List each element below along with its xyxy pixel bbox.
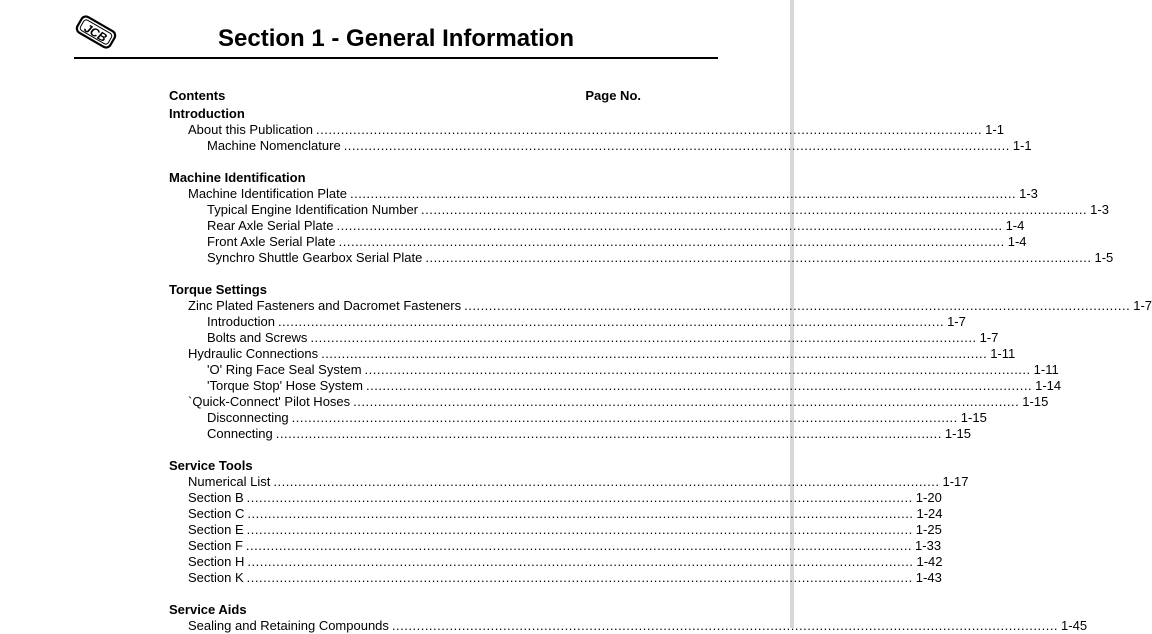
toc-entry-page: 1-11: [1033, 362, 1059, 377]
toc-entry-title: Section E: [188, 522, 244, 537]
toc-entry[interactable]: [169, 522, 942, 538]
toc-entry-title: Numerical List: [188, 474, 271, 489]
toc-entry-page: 1-25: [915, 522, 942, 537]
toc-entry-page: 1-20: [915, 490, 942, 505]
toc-entry-title: `Quick-Connect' Pilot Hoses: [188, 394, 351, 409]
toc-entry[interactable]: [169, 362, 1059, 378]
toc-entry-title: 'O' Ring Face Seal System: [207, 362, 362, 377]
toc-entry[interactable]: [169, 618, 1088, 634]
toc-entry[interactable]: [169, 314, 966, 330]
toc-entry-page: 1-7: [1133, 298, 1152, 313]
toc-entry[interactable]: [169, 426, 971, 442]
toc-entry[interactable]: [169, 202, 1109, 218]
toc-section-heading-text: Introduction: [169, 106, 245, 121]
toc-entry[interactable]: [169, 138, 1032, 154]
dot-leader: ..................................................................................................................................................................: [353, 394, 1020, 409]
contents-header: [169, 88, 643, 104]
toc-entry-title: Section C: [188, 506, 245, 521]
toc-entry-title: Front Axle Serial Plate: [207, 234, 336, 249]
toc-entry-page: 1-17: [942, 474, 969, 489]
dot-leader: ..................................................................................................................................................................: [365, 378, 1033, 393]
page-title-text: Section 1 - General Information: [218, 25, 575, 52]
toc-section-heading: [169, 282, 643, 298]
dot-leader: ..................................................................................................................................................................: [245, 538, 913, 553]
toc-entry[interactable]: [169, 346, 1016, 362]
svg-text:JCB: JCB: [81, 20, 110, 45]
toc-entry-page: 1-45: [1061, 618, 1088, 633]
dot-leader: ..................................................................................................................................................................: [364, 362, 1031, 377]
jcb-logo: [74, 14, 118, 50]
toc-entry-title: Typical Engine Identification Number: [207, 202, 419, 217]
toc-entry-title: Rear Axle Serial Plate: [207, 218, 334, 233]
toc-entry-page: 1-43: [915, 570, 942, 585]
toc-entry-title: Machine Nomenclature: [207, 138, 341, 153]
toc-entry-page: 1-14: [1035, 378, 1062, 393]
toc-entry-page: 1-1: [1012, 138, 1032, 153]
toc-entry-page: 1-15: [944, 426, 971, 441]
toc-entry[interactable]: [169, 234, 1027, 250]
dot-leader: ..................................................................................................................................................................: [273, 474, 940, 489]
toc-section-heading-text: Machine Identification: [169, 170, 306, 185]
toc-entry-page: 1-11: [990, 346, 1016, 361]
dot-leader: ..................................................................................................................................................................: [464, 298, 1131, 313]
toc-section-heading-text: Service Aids: [169, 602, 247, 617]
title-rule: [74, 57, 718, 59]
toc-section-heading: [169, 170, 643, 186]
toc-section-heading: [169, 458, 643, 474]
toc-entry-title: Section K: [188, 570, 244, 585]
toc-entry[interactable]: [169, 394, 1049, 410]
toc-entry-page: 1-42: [916, 554, 943, 569]
toc-entry-title: Hydraulic Connections: [188, 346, 319, 361]
toc-entry-title: Sealing and Retaining Compounds: [188, 618, 389, 633]
dot-leader: ..................................................................................................................................................................: [391, 618, 1059, 633]
dot-leader: ..................................................................................................................................................................: [275, 426, 942, 441]
toc-entry[interactable]: [169, 186, 1038, 202]
dot-leader: ..................................................................................................................................................................: [247, 506, 914, 521]
dot-leader: ..................................................................................................................................................................: [277, 314, 945, 329]
toc-entry[interactable]: [169, 218, 1025, 234]
toc-entry[interactable]: [169, 490, 942, 506]
toc-entry[interactable]: [169, 506, 943, 522]
toc-entry[interactable]: [169, 122, 1004, 138]
dot-leader: ..................................................................................................................................................................: [310, 330, 977, 345]
toc-entry[interactable]: [169, 410, 987, 426]
toc-entry-title: Bolts and Screws: [207, 330, 308, 345]
contents-label: Contents: [169, 88, 226, 103]
toc-entry[interactable]: [169, 378, 1062, 394]
dot-leader: ..................................................................................................................................................................: [246, 490, 913, 505]
section-gap: [169, 442, 643, 458]
dot-leader: ..................................................................................................................................................................: [349, 186, 1017, 201]
toc-entry-page: 1-5: [1094, 250, 1114, 265]
toc-entry[interactable]: [169, 570, 942, 586]
toc-entry-title: Disconnecting: [207, 410, 289, 425]
toc-entry[interactable]: [169, 474, 969, 490]
toc-entry-title: Section H: [188, 554, 245, 569]
toc-entry[interactable]: [169, 250, 1114, 266]
toc-section-heading-text: Torque Settings: [169, 282, 267, 297]
toc-entry-title: Introduction: [207, 314, 275, 329]
toc-entry-page: 1-7: [947, 314, 966, 329]
dot-leader: ..................................................................................................................................................................: [425, 250, 1092, 265]
dot-leader: ..................................................................................................................................................................: [316, 122, 983, 137]
toc-entry-title: Connecting: [207, 426, 273, 441]
dot-leader: ..................................................................................................................................................................: [321, 346, 988, 361]
page-no-label: Page No.: [585, 88, 641, 103]
toc-entry[interactable]: [169, 554, 943, 570]
toc-entry[interactable]: [169, 538, 942, 554]
toc-entry-page: 1-7: [979, 330, 999, 345]
toc-entry-page: 1-3: [1019, 186, 1038, 201]
section-gap: [169, 586, 643, 602]
dot-leader: ..................................................................................................................................................................: [336, 218, 1003, 233]
dot-leader: ..................................................................................................................................................................: [291, 410, 958, 425]
toc-entry-page: 1-4: [1005, 218, 1025, 233]
toc-entry-page: 1-15: [960, 410, 987, 425]
toc-entry-title: Synchro Shuttle Gearbox Serial Plate: [207, 250, 423, 265]
toc-entry-title: 'Torque Stop' Hose System: [207, 378, 363, 393]
dot-leader: ..................................................................................................................................................................: [246, 522, 913, 537]
toc-entry-title: Section F: [188, 538, 243, 553]
section-gap: [169, 266, 643, 282]
toc-entry[interactable]: [169, 298, 1152, 314]
toc-entry-title: About this Publication: [188, 122, 314, 137]
dot-leader: ..................................................................................................................................................................: [338, 234, 1005, 249]
dot-leader: ..................................................................................................................................................................: [247, 554, 914, 569]
toc-entry-title: Machine Identification Plate: [188, 186, 347, 201]
toc-entry-title: Zinc Plated Fasteners and Dacromet Fasteners: [188, 298, 462, 313]
toc-entry-page: 1-24: [916, 506, 943, 521]
toc-section-heading: [169, 602, 643, 618]
dot-leader: ..................................................................................................................................................................: [343, 138, 1010, 153]
dot-leader: ..................................................................................................................................................................: [421, 202, 1088, 217]
toc-entry-page: 1-15: [1022, 394, 1049, 409]
toc-entry[interactable]: [169, 330, 999, 346]
toc-entry-title: Section B: [188, 490, 244, 505]
toc-entry-page: 1-1: [985, 122, 1004, 137]
toc-entry-page: 1-4: [1007, 234, 1027, 249]
table-of-contents: [169, 88, 1152, 634]
toc-section-heading: [169, 106, 643, 122]
dot-leader: ..................................................................................................................................................................: [246, 570, 913, 585]
toc-entry-page: 1-3: [1090, 202, 1109, 217]
toc-section-heading-text: Service Tools: [169, 458, 253, 473]
toc-entry-page: 1-33: [915, 538, 942, 553]
section-gap: [169, 154, 643, 170]
